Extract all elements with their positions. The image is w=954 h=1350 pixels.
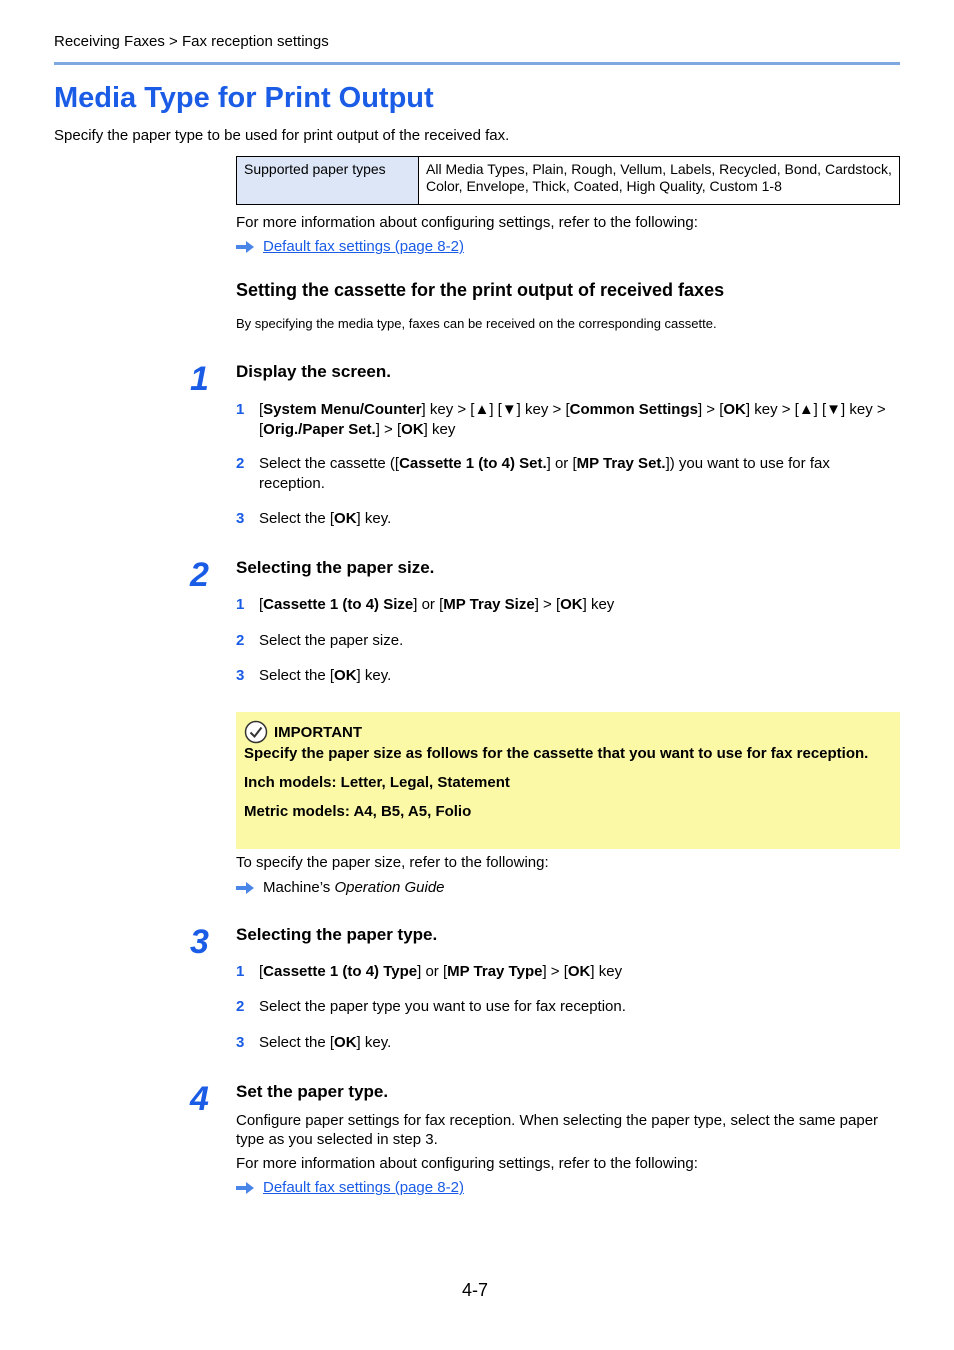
substep-text: Select the [OK] key. (259, 510, 392, 527)
key-name: System Menu/Counter (263, 401, 422, 418)
substep-text: [Cassette 1 (to 4) Size] or [MP Tray Size] > [OK] key (259, 596, 615, 613)
key-name: Orig./Paper Set. (263, 421, 376, 438)
substep (236, 454, 886, 494)
key-name: MP Tray Set. (576, 455, 666, 472)
key-name: OK (723, 401, 746, 418)
machine-ref-row (236, 879, 445, 896)
substep-number: 1 (236, 401, 245, 418)
default-fax-settings-link[interactable]: Default fax settings (page 8-2) (263, 238, 464, 255)
step-body: Configure paper settings for fax reception. When selecting the paper type, select the same paper type as you selected in step 3. (236, 1112, 879, 1148)
key-name: MP Tray Type (447, 963, 543, 980)
key-name: OK (401, 421, 424, 438)
substep-text: Select the [OK] key. (259, 1034, 392, 1051)
machine-ref-prefix: Machine’s (263, 879, 331, 896)
step-title: Selecting the paper type. (236, 925, 438, 944)
substep-text: [Cassette 1 (to 4) Type] or [MP Tray Type] > [OK] key (259, 963, 623, 980)
arrow-right-icon (236, 882, 254, 894)
section-heading: Setting the cassette for the print output of received faxes (236, 280, 725, 300)
step-number: 4 (190, 1080, 209, 1118)
arrow-right-icon (236, 1182, 254, 1194)
intro-text: Specify the paper type to be used for print output of the received fax. (54, 127, 510, 144)
substep-number: 3 (236, 1034, 245, 1051)
checkmark-icon (244, 720, 268, 744)
step-number: 2 (190, 556, 209, 594)
step-title: Display the screen. (236, 362, 391, 381)
more-info-text: For more information about configuring settings, refer to the following: (236, 214, 698, 231)
key-name: Cassette 1 (to 4) Set. (399, 455, 547, 472)
important-box (236, 712, 900, 849)
key-name: Common Settings (569, 401, 698, 418)
substep (236, 997, 886, 1017)
step-title: Set the paper type. (236, 1082, 389, 1101)
reference-link-row (236, 1179, 464, 1196)
important-label: IMPORTANT (274, 723, 363, 741)
supported-paper-table (236, 156, 900, 205)
substep-number: 1 (236, 963, 245, 980)
important-line: Specify the paper size as follows for the cassette that you want to use for fax reception. (244, 745, 869, 762)
section-intro: By specifying the media type, faxes can be received on the corresponding cassette. (236, 316, 717, 331)
substep (236, 962, 886, 982)
default-fax-settings-link[interactable]: Default fax settings (page 8-2) (263, 1179, 464, 1196)
key-name: MP Tray Size (443, 596, 535, 613)
key-name: OK (334, 667, 357, 684)
breadcrumb: Receiving Faxes > Fax reception settings (54, 33, 329, 50)
key-name: OK (567, 963, 591, 980)
substep-number: 2 (236, 632, 245, 649)
table-header-cell: Supported paper types (237, 157, 419, 205)
arrow-right-icon (236, 241, 254, 253)
substep-number: 2 (236, 455, 245, 472)
substep-number: 3 (236, 667, 245, 684)
substep (236, 509, 886, 529)
paper-size-ref-text: To specify the paper size, refer to the following: (236, 854, 549, 871)
step-title: Selecting the paper size. (236, 558, 435, 577)
page-title: Media Type for Print Output (54, 82, 434, 114)
key-name: Cassette 1 (to 4) Type (263, 963, 418, 980)
more-info-text: For more information about configuring settings, refer to the following: (236, 1155, 698, 1172)
page-number: 4-7 (462, 1280, 489, 1300)
step-number: 1 (190, 360, 209, 398)
substep (236, 666, 886, 686)
substep-number: 1 (236, 596, 245, 613)
important-line: Inch models: Letter, Legal, Statement (244, 774, 510, 791)
key-name: OK (334, 1034, 357, 1051)
substep (236, 631, 886, 651)
substep-text: [System Menu/Counter] key > [▲] [▼] key > [Common Settings] > [OK] key > [▲] [▼] key > [Orig./Paper Set.] > [OK] key (259, 401, 886, 438)
key-name: OK (560, 596, 583, 613)
key-name: Cassette 1 (to 4) Size (263, 596, 414, 613)
substep (236, 595, 886, 615)
operation-guide-title: Operation Guide (334, 879, 445, 896)
table-value-cell: All Media Types, Plain, Rough, Vellum, Labels, Recycled, Bond, Cardstock, Color, Envelope, Thick, Coated, High Quality, Custom 1-8 (419, 157, 900, 205)
substep-number: 2 (236, 998, 245, 1015)
reference-link-row (236, 238, 464, 255)
key-name: OK (334, 510, 357, 527)
substep-text: Select the paper size. (259, 632, 404, 649)
substep (236, 400, 886, 440)
substep-text: Select the cassette ([Cassette 1 (to 4) Set.] or [MP Tray Set.]) you want to use for fax reception. (259, 455, 830, 492)
step-number: 3 (190, 923, 209, 961)
substep-text: Select the paper type you want to use for fax reception. (259, 998, 626, 1015)
substep-text: Select the [OK] key. (259, 667, 392, 684)
important-line: Metric models: A4, B5, A5, Folio (244, 803, 472, 820)
substep-number: 3 (236, 510, 245, 527)
header-rule (54, 62, 900, 65)
substep (236, 1033, 886, 1053)
